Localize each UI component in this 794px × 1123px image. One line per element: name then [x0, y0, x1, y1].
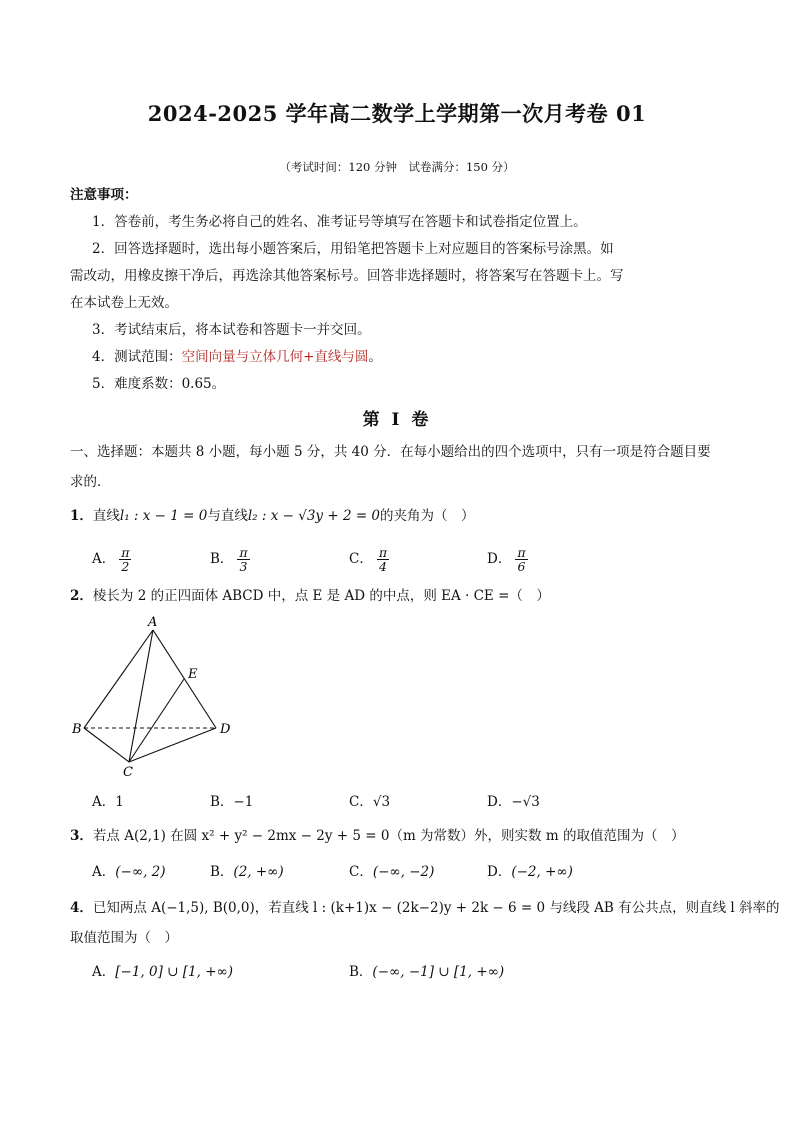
- q1-option-b: [210, 546, 250, 573]
- q2-option-c-letter: C．: [349, 794, 373, 810]
- q2-option-b: [210, 792, 253, 812]
- edge-ad: [153, 630, 216, 728]
- q4-option-b-value: (−∞, −1] ∪ [1, +∞): [372, 964, 505, 980]
- note-item-2-line-1: 2．回答选择题时，选出每小题答案后，用铅笔把答题卡上对应题目的答案标号涂黑。如: [92, 241, 614, 257]
- question-3-number: 3．: [70, 828, 93, 844]
- edge-bc: [84, 728, 129, 762]
- fraction-denominator: 6: [517, 559, 526, 574]
- test-scope: 空间向量与立体几何+直线与圆: [181, 349, 369, 365]
- fraction-denominator: 2: [121, 559, 130, 574]
- q3-option-c-letter: C．: [349, 864, 373, 880]
- question-1-line-l2: l₂ : x − √3y + 2 = 0: [247, 508, 381, 524]
- q3-option-a-value: (−∞, 2): [115, 864, 166, 880]
- q4-option-b-letter: B．: [349, 964, 373, 980]
- fraction-denominator: 4: [378, 559, 387, 574]
- q1-option-b-letter: B．: [210, 551, 234, 567]
- q1-option-c: [349, 546, 389, 573]
- fraction-numerator: π: [239, 545, 248, 560]
- note-item-4-prefix: 4．测试范围：: [92, 349, 182, 365]
- q1-option-a: [92, 546, 131, 573]
- q2-option-a-value: 1: [115, 794, 124, 810]
- segment-ce: [129, 679, 184, 762]
- page-title: 2024-2025 学年高二数学上学期第一次月考卷 01: [147, 101, 647, 126]
- note-item-5: 5．难度系数：0.65。: [92, 376, 226, 392]
- q2-option-d-value: −√3: [511, 794, 540, 810]
- q1-option-c-fraction: [377, 546, 389, 573]
- q1-option-b-fraction: [237, 546, 249, 573]
- fraction-numerator: π: [517, 545, 526, 560]
- q2-option-a-letter: A．: [92, 794, 116, 810]
- question-1-text-b: 与直线: [207, 508, 248, 524]
- note-item-1: 1．答卷前，考生务必将自己的姓名、准考证号等填写在答题卡和试卷指定位置上。: [92, 214, 587, 230]
- question-1-text-c: 的夹角为（ ）: [380, 508, 475, 524]
- question-2: [70, 586, 550, 606]
- q3-option-a-letter: A．: [92, 864, 116, 880]
- label-d: D: [220, 722, 231, 737]
- edge-ab: [84, 630, 153, 728]
- question-4-line-1: [70, 898, 780, 918]
- section-intro-line-2: 求的．: [70, 474, 111, 490]
- edge-ac: [129, 630, 153, 762]
- label-e: E: [188, 667, 198, 682]
- q4-option-b: [349, 962, 504, 982]
- q3-option-b-value: (2, +∞): [233, 864, 284, 880]
- q4-option-a-value: [−1, 0] ∪ [1, +∞): [115, 964, 234, 980]
- section-intro-line-1: 一、选择题：本题共 8 小题，每小题 5 分，共 40 分．在每小题给出的四个选项中，只有一项是符合题目要: [70, 444, 711, 460]
- exam-info: （考试时间：120 分钟 试卷满分：150 分）: [279, 160, 515, 174]
- fraction-numerator: π: [378, 545, 388, 560]
- q2-option-d-letter: D．: [487, 794, 512, 810]
- question-1-text-a: 直线: [92, 508, 120, 524]
- q3-option-b-letter: B．: [210, 864, 234, 880]
- question-4-text-line-1: 已知两点 A(−1,5), B(0,0)，若直线 l : (k+1)x − (2k−2)y + 2k − 6 = 0 与线段 AB 有公共点，则直线 l 斜率的: [92, 900, 780, 916]
- question-2-number: 2．: [70, 588, 93, 604]
- label-c: C: [123, 765, 133, 780]
- q3-option-d-value: (−2, +∞): [511, 864, 573, 880]
- question-3-text: 若点 A(2,1) 在圆 x² + y² − 2mx − 2y + 5 = 0（m 为常数）外，则实数 m 的取值范围为（ ）: [92, 828, 685, 844]
- q3-option-b: [210, 862, 284, 882]
- note-item-2-line-2: 需改动，用橡皮擦干净后，再选涂其他答案标号。回答非选择题时，将答案写在答题卡上。写: [70, 268, 624, 284]
- question-1-line-l1: l₁ : x − 1 = 0: [119, 508, 208, 524]
- q3-option-a: [92, 862, 166, 882]
- question-3: [70, 826, 684, 846]
- tetrahedron-figure: [64, 612, 244, 782]
- q2-option-b-value: −1: [233, 794, 254, 810]
- question-4-number: 4．: [70, 900, 93, 916]
- q4-option-a-letter: A．: [92, 964, 116, 980]
- note-item-3: 3．考试结束后，将本试卷和答题卡一并交回。: [92, 322, 371, 338]
- q2-option-c: [349, 792, 390, 812]
- notes-heading: 注意事项：: [70, 187, 138, 203]
- question-1-number: 1．: [70, 508, 93, 524]
- label-a: A: [148, 615, 158, 630]
- q3-option-c: [349, 862, 434, 882]
- note-item-2-line-3: 在本试卷上无效。: [70, 295, 178, 311]
- q2-option-d: [487, 792, 540, 812]
- q2-option-a: [92, 792, 124, 812]
- label-b: B: [72, 722, 82, 737]
- q1-option-a-letter: A．: [92, 551, 116, 567]
- question-4-line-2: 取值范围为（ ）: [70, 930, 178, 946]
- q3-option-d-letter: D．: [487, 864, 512, 880]
- note-item-4-suffix: 。: [368, 349, 382, 365]
- q3-option-d: [487, 862, 573, 882]
- question-1: [70, 506, 475, 526]
- q1-option-d-letter: D．: [487, 551, 512, 567]
- q3-option-c-value: (−∞, −2): [372, 864, 435, 880]
- q1-option-c-letter: C．: [349, 551, 373, 567]
- q1-option-d: [487, 546, 528, 573]
- q1-option-a-fraction: [119, 546, 131, 573]
- q1-option-d-fraction: [515, 546, 527, 573]
- edge-cd: [129, 728, 216, 762]
- section-title: 第 Ⅰ 卷: [362, 410, 432, 430]
- note-item-4: [92, 347, 382, 367]
- q2-option-b-letter: B．: [210, 794, 234, 810]
- question-2-text: 棱长为 2 的正四面体 ABCD 中，点 E 是 AD 的中点，则 EA · CE =（ ）: [92, 588, 550, 604]
- fraction-numerator: π: [121, 545, 130, 560]
- fraction-denominator: 3: [239, 559, 248, 574]
- q4-option-a: [92, 962, 233, 982]
- q2-option-c-value: √3: [372, 794, 391, 810]
